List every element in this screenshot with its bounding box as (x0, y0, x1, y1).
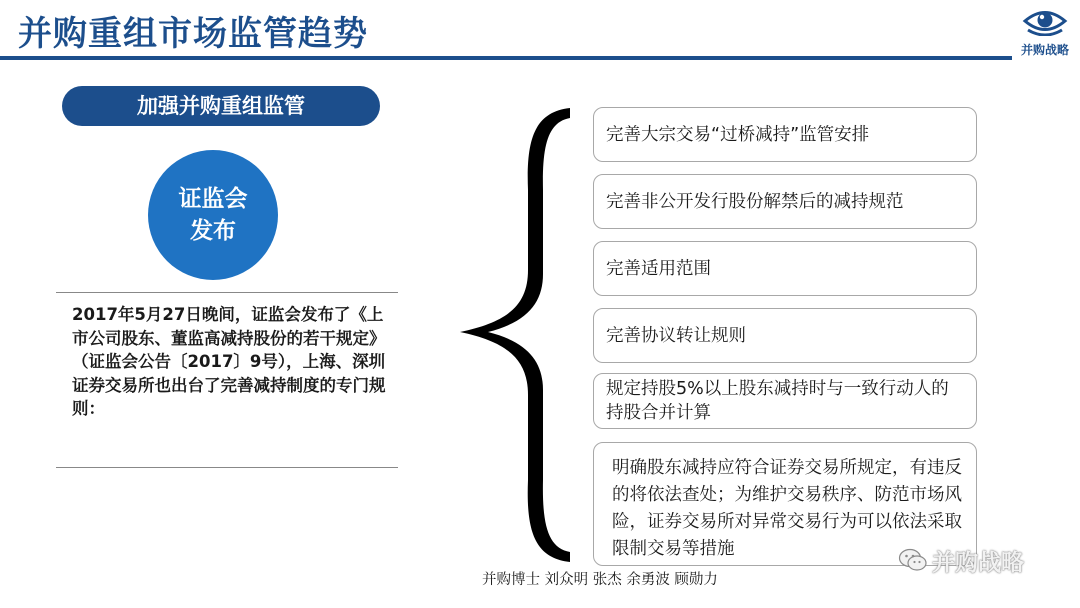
measure-item-3: 完善适用范围 (593, 241, 977, 296)
eye-icon (1022, 6, 1068, 36)
measure-item-2: 完善非公开发行股份解禁后的减持规范 (593, 174, 977, 229)
measure-item-1: 完善大宗交易“过桥减持”监管安排 (593, 107, 977, 162)
circle-line-1: 证监会 (178, 186, 248, 212)
watermark (898, 540, 1048, 580)
issuer-circle (148, 150, 278, 280)
watermark-text: 并购战略 (932, 549, 1024, 576)
measure-item-4: 完善协议转让规则 (593, 308, 977, 363)
section-pill: 加强并购重组监管 (62, 86, 380, 126)
authors-footer: 并购博士 刘众明 张杰 余勇波 顾勋力 (482, 572, 718, 588)
measure-item-6: 明确股东减持应符合证券交易所规定，有违反的将依法查处；为维护交易秩序、防范市场风险，证券交易所对异常交易行为可以依法采取限制交易等措施 (593, 442, 977, 566)
description-text: 2017年5月27日晚间，证监会发布了《上市公司股东、董监高减持股份的若干规定》（证监会公告〔2017〕9号），上海、深圳证券交易所也出台了完善减持制度的专门规则： (56, 292, 398, 468)
page-title: 并购重组市场监管趋势 (18, 14, 368, 54)
brand-logo (1014, 6, 1076, 62)
logo-text: 并购战略 (1020, 43, 1069, 57)
curly-brace (448, 100, 588, 570)
circle-line-2: 发布 (190, 218, 236, 244)
title-underline (0, 56, 1012, 60)
measure-item-5: 规定持股5%以上股东减持时与一致行动人的持股合并计算 (593, 373, 977, 429)
wechat-icon (898, 547, 928, 573)
